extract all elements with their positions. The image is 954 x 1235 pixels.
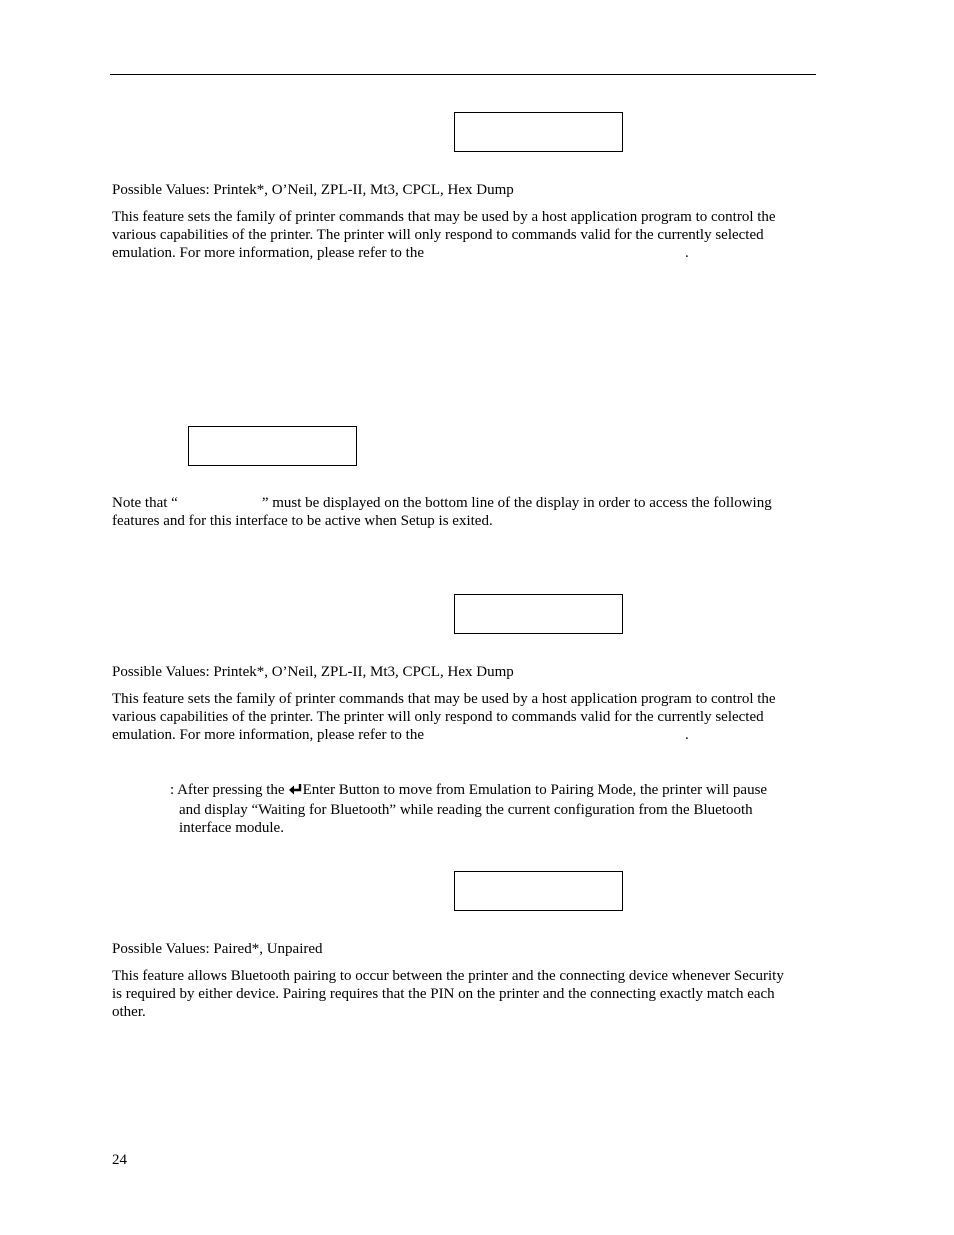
display-box-pairing — [454, 871, 623, 911]
interface-note-line2: features and for this interface to be active when Setup is exited. — [112, 513, 493, 529]
display-box-emulation — [454, 112, 623, 152]
pairing-description-line2: is required by either device. Pairing requires that the PIN on the printer and the connecting exactly match each — [112, 986, 775, 1002]
bluetooth-emulation-description — [112, 690, 818, 744]
bluetooth-note-line1: : After pressing the Enter Button to move from Emulation to Pairing Mode, the printer will pause — [170, 781, 810, 801]
pairing-description — [112, 967, 818, 1021]
possible-values-pairing: Possible Values: Paired*, Unpaired — [112, 941, 323, 957]
bluetooth-emulation-description-line2: various capabilities of the printer. The printer will only respond to commands valid for the currently selected — [112, 709, 764, 725]
bluetooth-emulation-description-line1: This feature sets the family of printer commands that may be used by a host application program to control the — [112, 691, 776, 707]
emulation-description-line1: This feature sets the family of printer commands that may be used by a host application program to control the — [112, 209, 776, 225]
interface-note — [112, 494, 818, 530]
enter-arrow-icon — [288, 783, 302, 801]
header-rule — [110, 74, 816, 75]
possible-values-bluetooth-emulation: Possible Values: Printek*, O’Neil, ZPL-II, Mt3, CPCL, Hex Dump — [112, 664, 514, 680]
display-box-interface — [188, 426, 357, 466]
emulation-description-line2: various capabilities of the printer. The printer will only respond to commands valid for the currently selected — [112, 227, 764, 243]
display-box-bluetooth-emulation — [454, 594, 623, 634]
pairing-description-line3: other. — [112, 1004, 146, 1020]
bluetooth-note-line3: interface module. — [179, 820, 284, 836]
possible-values-emulation: Possible Values: Printek*, O’Neil, ZPL-II, Mt3, CPCL, Hex Dump — [112, 182, 514, 198]
bluetooth-note-line2: and display “Waiting for Bluetooth” while reading the current configuration from the Bluetooth — [179, 802, 753, 818]
emulation-description — [112, 208, 818, 262]
interface-note-line1: Note that “ ” must be displayed on the bottom line of the display in order to access the following — [112, 495, 772, 511]
bluetooth-pairing-note — [170, 781, 810, 837]
emulation-description-line3: emulation. For more information, please refer to the . — [112, 245, 689, 261]
page-number: 24 — [112, 1152, 127, 1168]
pairing-description-line1: This feature allows Bluetooth pairing to occur between the printer and the connecting device whenever Security — [112, 968, 784, 984]
bluetooth-emulation-description-line3: emulation. For more information, please refer to the . — [112, 727, 689, 743]
